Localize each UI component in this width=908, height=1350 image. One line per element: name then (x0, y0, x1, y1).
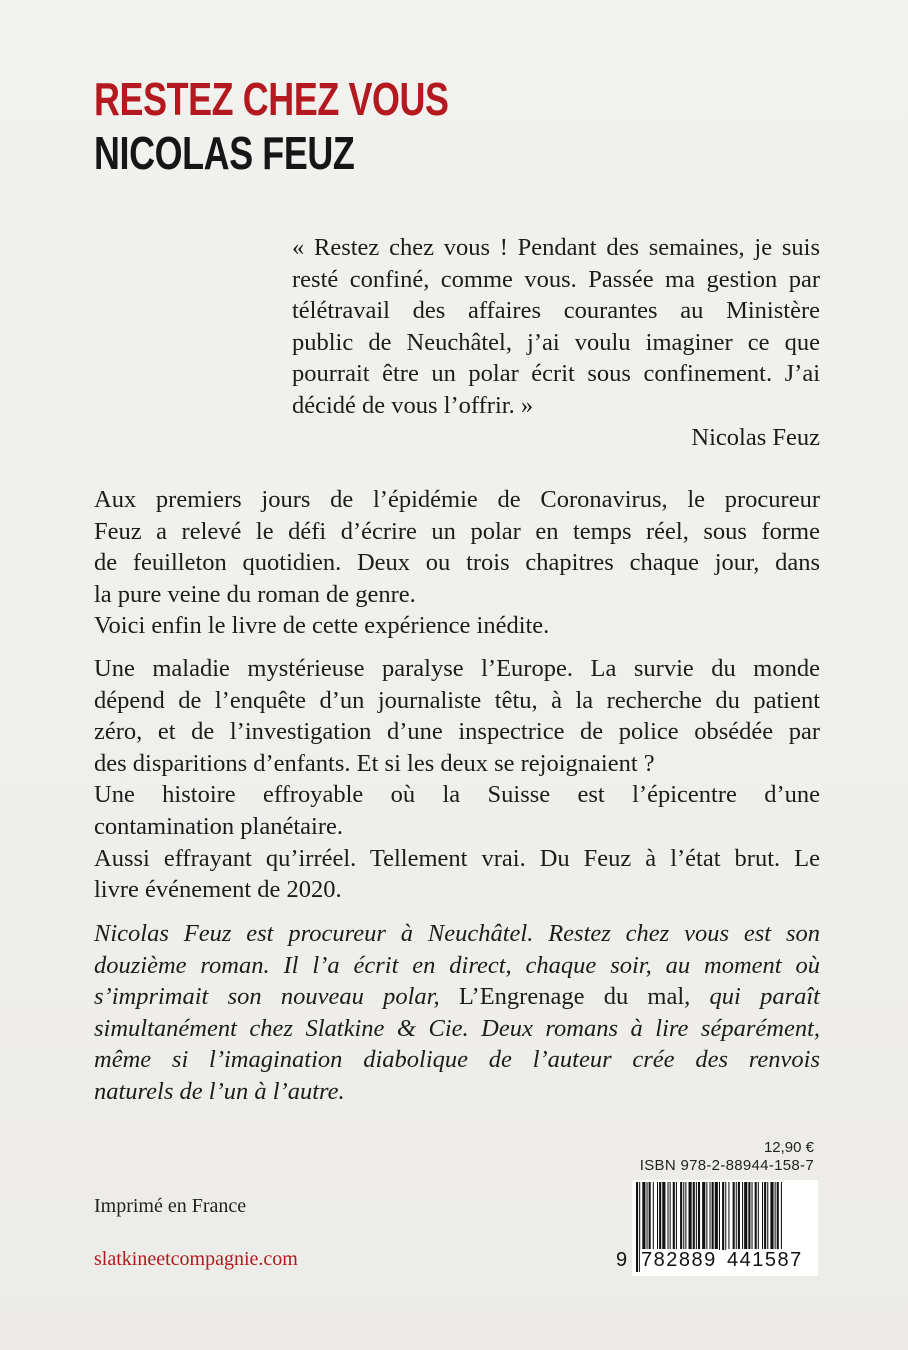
blurb-line: Une maladie mystérieuse paralyse l’Europe. La survie du monde (94, 655, 820, 682)
barcode-digits-right: 441587 (727, 1249, 803, 1271)
book-author: NICOLAS FEUZ (94, 127, 355, 179)
bio-line: simultanément chez Slatkine & Cie. Deux romans à lire séparément, (94, 1014, 820, 1042)
blurb-line: dépend de l’enquête d’un journaliste têtu, à la recherche du patient (94, 686, 820, 714)
barcode-bar (649, 1182, 651, 1250)
barcode-bar (670, 1182, 671, 1250)
barcode-bar (706, 1182, 707, 1250)
barcode-bar (762, 1182, 763, 1250)
blurb-paragraph-1 (94, 484, 820, 642)
blurb-line: Voici enfin le livre de cette expérience inédite. (94, 612, 550, 640)
barcode-bar (719, 1182, 720, 1250)
barcode-bar (689, 1182, 692, 1250)
author-quote (292, 232, 820, 422)
book-title: RESTEZ CHEZ VOUS (94, 73, 449, 125)
bio-text: , qui paraît (684, 983, 820, 1011)
blurb-line: Aussi effrayant qu’irréel. Tellement vrai. Du Feuz à l’état brut. Le (94, 844, 820, 872)
barcode-bar (698, 1182, 700, 1250)
blurb-line: contamination planétaire. (94, 812, 343, 840)
barcode-bar (693, 1182, 695, 1250)
barcode-bar (653, 1182, 654, 1250)
barcode-bar (738, 1182, 740, 1250)
barcode-bar (722, 1182, 724, 1250)
barcode-bar (755, 1182, 757, 1250)
barcode-bar (702, 1182, 705, 1250)
blurb-line: Aux premiers jours de l’épidémie de Coronavirus, le procureur (94, 486, 820, 513)
isbn-label: ISBN 978-2-88944-158-7 (639, 1157, 814, 1174)
barcode-bar (748, 1182, 750, 1250)
blurb-line: livre événement de 2020. (94, 876, 342, 904)
publisher-website: slatkineetcompagnie.com (94, 1248, 298, 1270)
price-label: 12,90 € (763, 1139, 814, 1156)
barcode-bar (744, 1182, 747, 1250)
barcode-bar (752, 1182, 753, 1250)
blurb-line: la pure veine du roman de genre. (94, 580, 416, 608)
barcode-bar (636, 1182, 638, 1272)
blurb-line: Une histoire effroyable où la Suisse est l’épicentre d’une (94, 781, 820, 809)
barcode-bar (668, 1182, 669, 1250)
barcode-bar (764, 1182, 766, 1250)
quote-line: pourrait être un polar écrit sous confinement. J’ai (292, 360, 820, 388)
barcode-bar (659, 1182, 661, 1250)
barcode-bar (770, 1182, 773, 1250)
barcode-bar (767, 1182, 768, 1250)
barcode-bar (673, 1182, 675, 1250)
blurb-line: de feuilleton quotidien. Deux ou trois chapitres chaque jour, dans (94, 549, 820, 577)
barcode-bar (758, 1182, 759, 1250)
barcode-bar (742, 1182, 743, 1250)
bio-line: naturels de l’un à l’autre. (94, 1077, 345, 1105)
bio-line: Nicolas Feuz est procureur à Neuchâtel. Restez chez vous est son (94, 920, 820, 947)
barcode-digits-left: 782889 (641, 1249, 717, 1271)
quote-line: resté confiné, comme vous. Passée ma gestion par (292, 265, 820, 293)
quote-line: public de Neuchâtel, j’ai voulu imaginer ce que (292, 328, 820, 356)
barcode-bar (680, 1182, 682, 1250)
barcode-bar (777, 1182, 779, 1250)
barcode-bar (642, 1182, 645, 1250)
quote-signature: Nicolas Feuz (691, 424, 820, 451)
quote-line: « Restez chez vous ! Pendant des semaines, je suis (292, 234, 820, 261)
blurb-line: des disparitions d’enfants. Et si les deux se rejoignaient ? (94, 749, 655, 777)
barcode-bar (775, 1182, 776, 1250)
quote-line: télétravail des affaires courantes au Ministère (292, 297, 820, 325)
bio-text: s’imprimait son nouveau polar, (94, 983, 459, 1011)
barcode-bar (710, 1182, 711, 1250)
barcode-bar (683, 1182, 684, 1250)
barcode-bar (725, 1182, 726, 1250)
other-book-title: L’Engrenage du mal (458, 983, 685, 1011)
barcode-bar (685, 1182, 686, 1250)
barcode-digit-first: 9 (616, 1249, 629, 1271)
barcode-bar (715, 1182, 718, 1250)
barcode-bar (696, 1182, 697, 1250)
printed-in: Imprimé en France (94, 1195, 247, 1217)
bio-line: douzième roman. Il l’a écrit en direct, chaque soir, au moment où (94, 951, 820, 979)
bio-line (94, 981, 820, 1013)
barcode-bar (736, 1182, 737, 1250)
blurb-paragraph-2 (94, 653, 820, 906)
barcode-bar (657, 1182, 658, 1250)
blurb-line: Feuz a relevé le défi d’écrire un polar en temps réel, sous forme (94, 517, 820, 545)
author-bio (94, 918, 820, 1108)
barcode-bar (662, 1182, 665, 1250)
barcode-bar (733, 1182, 735, 1250)
quote-line: décidé de vous l’offrir. » (292, 391, 534, 419)
blurb-line: zéro, et de l’investigation d’une inspectrice de police obsédée par (94, 718, 820, 746)
barcode-bar (676, 1182, 677, 1250)
bio-line: même si l’imagination diabolique de l’auteur crée des renvois (94, 1046, 820, 1074)
barcode-bar (647, 1182, 648, 1250)
barcode-bar (728, 1182, 729, 1250)
